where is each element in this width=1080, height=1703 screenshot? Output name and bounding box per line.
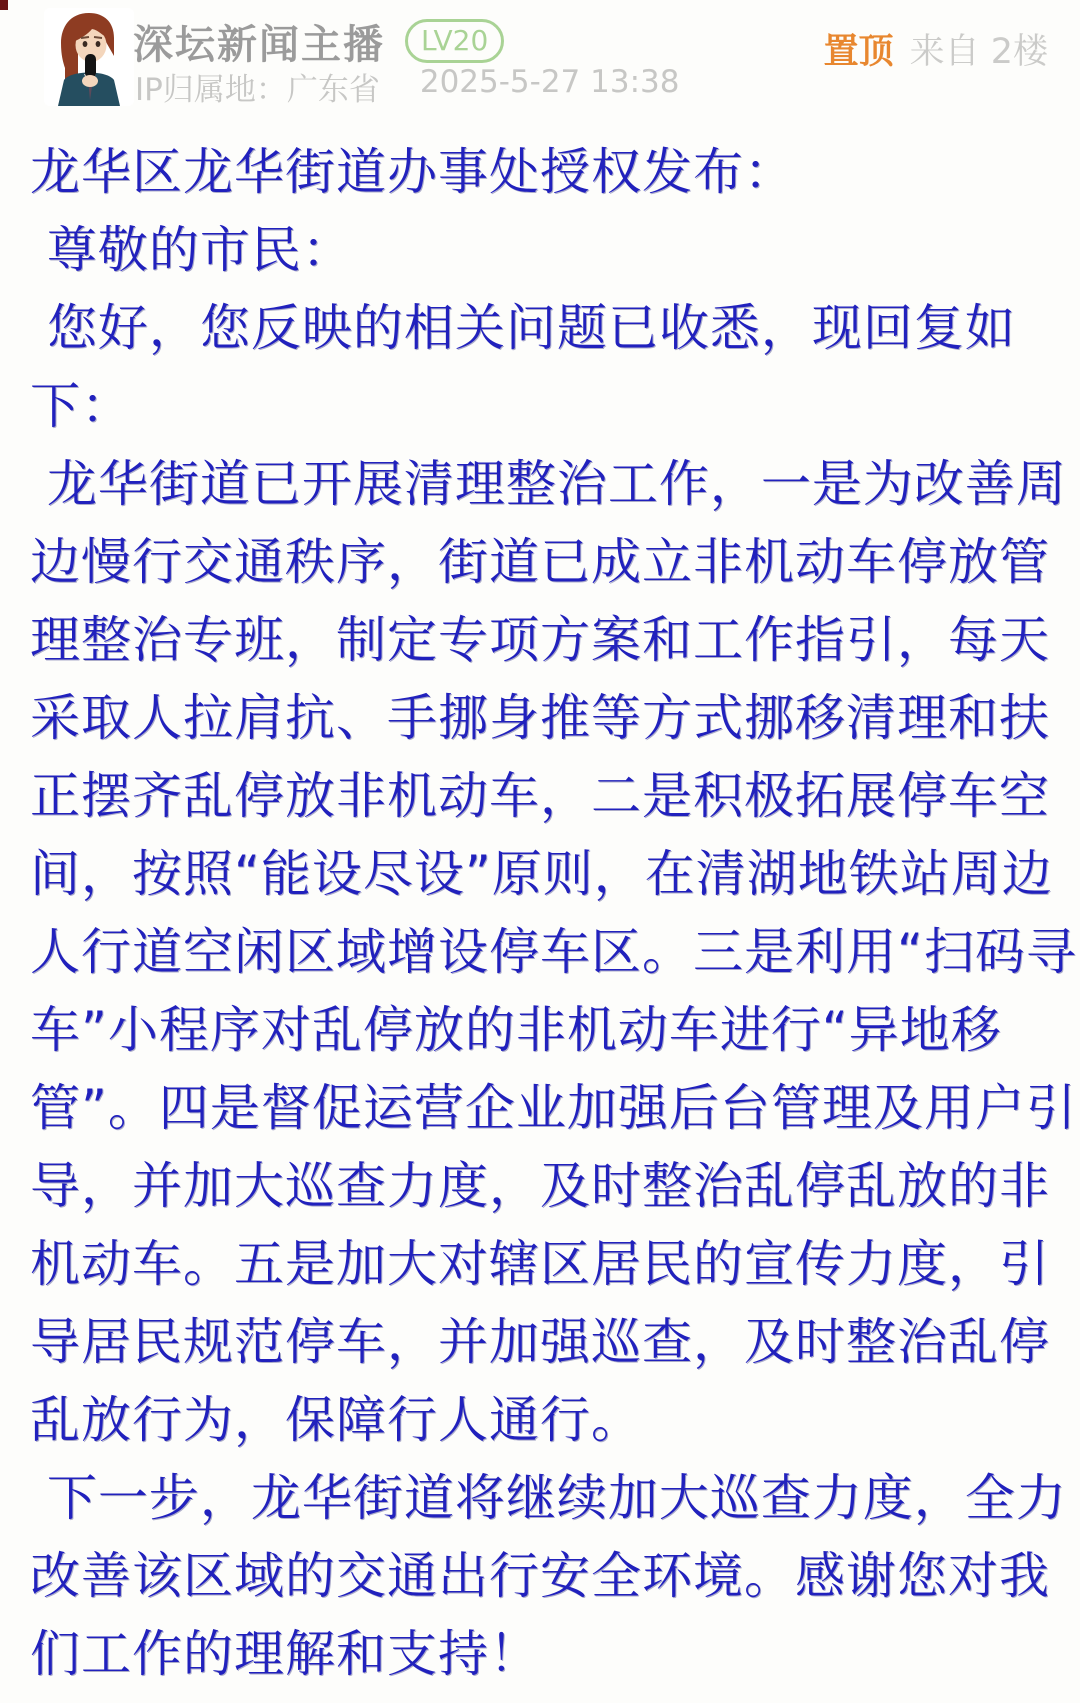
news-anchor-avatar-icon xyxy=(44,8,134,106)
header-badges xyxy=(824,24,1048,74)
body-text-line: 龙华区龙华街道办事处授权发布： xyxy=(30,143,795,201)
post-timestamp: 2025-5-27 13:38 xyxy=(419,64,680,100)
body-text-line: 导居民规范停车，并加强巡查，及时整治乱停 xyxy=(30,1313,1050,1371)
floor-label: 来自 2楼 xyxy=(909,32,1048,72)
body-text-line: 边慢行交通秩序，街道已成立非机动车停放管 xyxy=(30,533,1050,591)
body-text-line: 改善该区域的交通出行安全环境。感谢您对我 xyxy=(30,1547,1050,1605)
body-text-line: 下： xyxy=(30,377,132,435)
author-name[interactable]: 深坛新闻主播 xyxy=(133,21,385,68)
avatar[interactable] xyxy=(44,8,134,106)
meta-row xyxy=(135,64,679,109)
post-header xyxy=(0,0,1080,128)
body-text-line: 您好，您反映的相关问题已收悉，现回复如 xyxy=(30,299,1016,357)
body-text-line: 管”。四是督促运营企业加强后台管理及用户引 xyxy=(30,1079,1077,1137)
body-text-line: 下一步，龙华街道将继续加大巡查力度，全力 xyxy=(30,1469,1067,1527)
body-text-line: 车”小程序对乱停放的非机动车进行“异地移 xyxy=(30,1001,1002,1059)
body-text-line: 正摆齐乱停放非机动车，二是积极拓展停车空 xyxy=(30,767,1050,825)
author-row xyxy=(133,16,504,66)
body-text-line: 导，并加大巡查力度，及时整治乱停乱放的非 xyxy=(30,1157,1050,1215)
ip-location xyxy=(135,64,380,109)
ip-location-label: IP归属地： xyxy=(135,72,287,108)
post-content xyxy=(30,133,1077,1693)
ip-location-value: 广东省 xyxy=(286,72,380,108)
body-text-line: 龙华街道已开展清理整治工作，一是为改善周 xyxy=(30,455,1067,513)
body-text-line: 间，按照“能设尽设”原则，在清湖地铁站周边 xyxy=(30,845,1053,903)
body-text-line: 机动车。五是加大对辖区居民的宣传力度，引 xyxy=(30,1235,1050,1293)
body-text-line: 采取人拉肩抗、手挪身推等方式挪移清理和扶 xyxy=(30,689,1050,747)
body-text-line: 理整治专班，制定专项方案和工作指引，每天 xyxy=(30,611,1050,669)
body-text-line: 乱放行为，保障行人通行。 xyxy=(30,1391,642,1449)
pinned-badge: 置顶 xyxy=(823,32,894,72)
body-text-line: 尊敬的市民： xyxy=(30,221,353,279)
body-text-line: 人行道空闲区域增设停车区。三是利用“扫码寻 xyxy=(30,923,1077,981)
body-text-line: 们工作的理解和支持！ xyxy=(30,1625,540,1683)
level-badge: LV20 xyxy=(405,19,504,63)
